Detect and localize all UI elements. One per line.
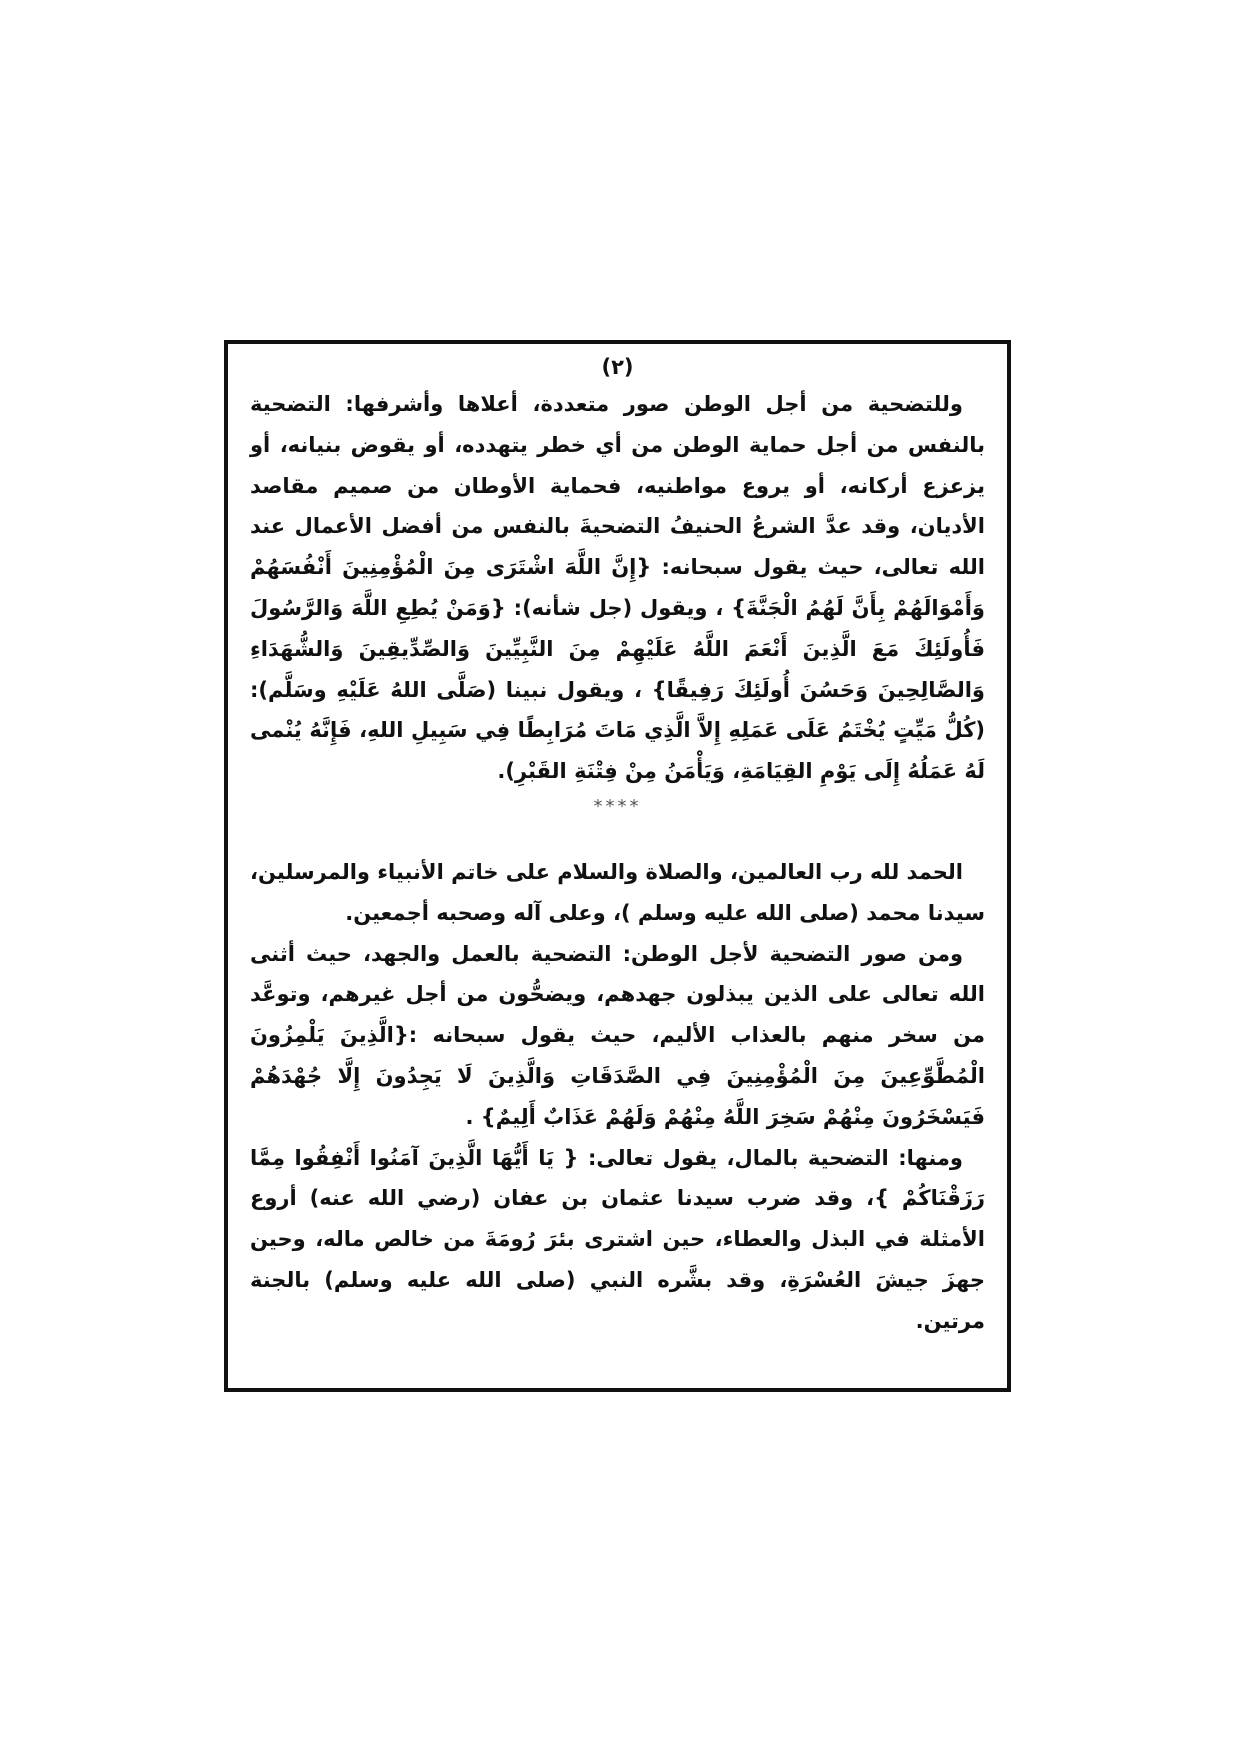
section-separator: **** bbox=[593, 795, 642, 817]
paragraph-sacrifice-of-self: وللتضحية من أجل الوطن صور متعددة، أعلاها وأشرفها: التضحية بالنفس من أجل حماية الوطن من أي خطر يتهدده، أو يقوض بنيانه، أو يزعزع أركانه، أو يروع مواطنيه، فحماية الأوطان من صميم مقاصد الأديان، وقد عدَّ الشرعُ الحنيفُ التضحيةَ بالنفس من أفضل الأعمال عند الله تعالى، حيث يقول سبحانه: {إِنَّ اللَّهَ اشْتَرَى مِنَ الْمُؤْمِنِينَ أَنْفُسَهُمْ وَأَمْوَالَهُمْ بِأَنَّ لَهُمُ الْجَنَّةَ} ، ويقول (جل شأنه): {وَمَنْ يُطِعِ اللَّهَ وَالرَّسُولَ فَأُولَئِكَ مَعَ الَّذِينَ أَنْعَمَ اللَّهُ عَلَيْهِمْ مِنَ النَّبِيِّينَ وَالصِّدِّيقِينَ وَالشُّهَدَاءِ وَالصَّالِحِينَ وَحَسُنَ أُولَئِكَ رَفِيقًا} ، ويقول نبينا (صَلَّى اللهُ عَلَيْهِ وسَلَّم): (كُلُّ مَيِّتٍ يُخْتَمُ عَلَى عَمَلِهِ إِلاَّ الَّذِي مَاتَ مُرَابِطًا فِي سَبِيلِ اللهِ، فَإِنَّهُ يُنْمى لَهُ عَمَلُهُ إِلَى يَوْمِ القِيَامَةِ، وَيَأْمَنُ مِنْ فِتْنَةِ القَبْرِ). bbox=[250, 392, 985, 784]
paragraph-praise: الحمد لله رب العالمين، والصلاة والسلام على خاتم الأنبياء والمرسلين، سيدنا محمد (صلى الله عليه وسلم )، وعلى آله وصحبه أجمعين. bbox=[250, 859, 985, 925]
page-number: (٢) bbox=[601, 355, 634, 379]
paragraph-sacrifice-of-wealth: ومنها: التضحية بالمال، يقول تعالى: { يَا أَيُّهَا الَّذِينَ آمَنُوا أَنْفِقُوا مِمَّا رَزَقْنَاكُمْ }، وقد ضرب سيدنا عثمان بن عفان (رضي الله عنه) أروع الأمثلة في البذل والعطاء، حين اشترى بئرَ رُومَةَ من خالص ماله، وحين جهزَ جيشَ العُسْرَةِ، وقد بشَّره النبي (صلى الله عليه وسلم) بالجنة مرتين. bbox=[250, 1145, 985, 1333]
page-frame bbox=[224, 340, 1011, 1392]
paragraph-sacrifice-of-effort: ومن صور التضحية لأجل الوطن: التضحية بالعمل والجهد، حيث أثنى الله تعالى على الذين يبذلون جهدهم، ويضحُّون من أجل غيرهم، وتوعَّد من سخر منهم بالعذاب الأليم، حيث يقول سبحانه :{الَّذِينَ يَلْمِزُونَ الْمُطَّوِّعِينَ مِنَ الْمُؤْمِنِينَ فِي الصَّدَقَاتِ وَالَّذِينَ لَا يَجِدُونَ إِلَّا جُهْدَهُمْ فَيَسْخَرُونَ مِنْهُمْ سَخِرَ اللَّهُ مِنْهُمْ وَلَهُمْ عَذَابٌ أَلِيمٌ} . bbox=[250, 941, 985, 1129]
